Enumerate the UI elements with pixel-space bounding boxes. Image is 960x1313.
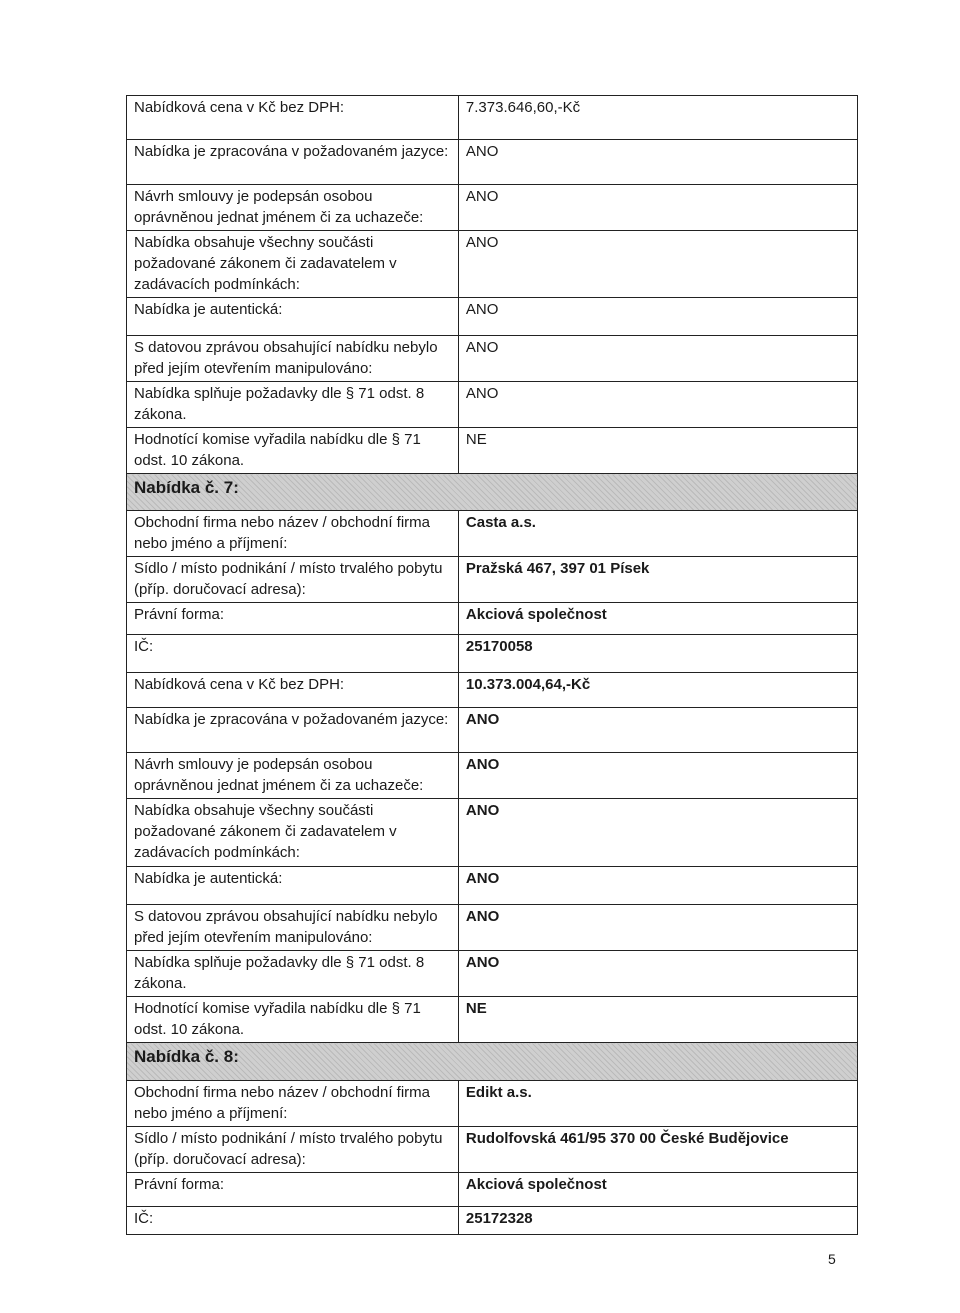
row-label: Nabídka obsahuje všechny součásti požadované zákonem či zadavatelem v zadávacích podmínkách:: [127, 231, 459, 298]
row-value: NE: [458, 428, 857, 474]
table-row: [127, 428, 858, 474]
row-value: 25170058: [458, 635, 857, 673]
section-title: Nabídka č. 7:: [127, 474, 858, 511]
row-value: Casta a.s.: [458, 511, 857, 557]
row-label: Hodnotící komise vyřadila nabídku dle § 71 odst. 10 zákona.: [127, 428, 459, 474]
row-value: ANO: [458, 231, 857, 298]
row-label: Nabídka je autentická:: [127, 298, 459, 336]
row-value: ANO: [458, 382, 857, 428]
row-value: Pražská 467, 397 01 Písek: [458, 557, 857, 603]
table-row: [127, 1127, 858, 1173]
row-value: ANO: [458, 905, 857, 951]
row-label: Obchodní firma nebo název / obchodní firma nebo jméno a příjmení:: [127, 511, 459, 557]
table-row: [127, 753, 858, 799]
table-row: [127, 96, 858, 140]
row-label: Obchodní firma nebo název / obchodní firma nebo jméno a příjmení:: [127, 1081, 459, 1127]
row-value: ANO: [458, 753, 857, 799]
row-value: Akciová společnost: [458, 1173, 857, 1207]
row-label: Nabídka splňuje požadavky dle § 71 odst. 8 zákona.: [127, 951, 459, 997]
table-row: [127, 708, 858, 753]
row-value: ANO: [458, 298, 857, 336]
table-row: [127, 1081, 858, 1127]
table-row: [127, 951, 858, 997]
row-label: Nabídková cena v Kč bez DPH:: [127, 96, 459, 140]
row-label: Právní forma:: [127, 603, 459, 635]
row-label: S datovou zprávou obsahující nabídku nebylo před jejím otevřením manipulováno:: [127, 905, 459, 951]
table-row: [127, 231, 858, 298]
table-row: [127, 382, 858, 428]
row-label: Nabídka je autentická:: [127, 867, 459, 905]
row-value: 25172328: [458, 1207, 857, 1235]
row-value: ANO: [458, 336, 857, 382]
table-row: [127, 557, 858, 603]
section-header-offer-7: [127, 474, 858, 511]
row-value: ANO: [458, 708, 857, 753]
row-label: Nabídka obsahuje všechny součásti požadované zákonem či zadavatelem v zadávacích podmínkách:: [127, 799, 459, 867]
table-row: [127, 1173, 858, 1207]
row-label: IČ:: [127, 635, 459, 673]
row-label: Návrh smlouvy je podepsán osobou oprávněnou jednat jménem či za uchazeče:: [127, 185, 459, 231]
table-row: [127, 1207, 858, 1235]
row-label: Sídlo / místo podnikání / místo trvalého pobytu (příp. doručovací adresa):: [127, 1127, 459, 1173]
row-value: ANO: [458, 140, 857, 185]
row-value: Edikt a.s.: [458, 1081, 857, 1127]
row-value: Rudolfovská 461/95 370 00 České Budějovice: [458, 1127, 857, 1173]
row-label: S datovou zprávou obsahující nabídku nebylo před jejím otevřením manipulováno:: [127, 336, 459, 382]
row-value: ANO: [458, 799, 857, 867]
table-row: [127, 905, 858, 951]
row-label: Nabídka splňuje požadavky dle § 71 odst. 8 zákona.: [127, 382, 459, 428]
row-label: Hodnotící komise vyřadila nabídku dle § 71 odst. 10 zákona.: [127, 997, 459, 1043]
row-value: ANO: [458, 951, 857, 997]
table-row: [127, 603, 858, 635]
row-value: ANO: [458, 867, 857, 905]
table-row: [127, 336, 858, 382]
table-row: [127, 185, 858, 231]
row-value: NE: [458, 997, 857, 1043]
row-value: ANO: [458, 185, 857, 231]
table-row: [127, 635, 858, 673]
section-header-offer-8: [127, 1043, 858, 1081]
row-label: Nabídka je zpracována v požadovaném jazyce:: [127, 140, 459, 185]
evaluation-table: [126, 95, 858, 1235]
row-value: 10.373.004,64,-Kč: [458, 673, 857, 708]
table-row: [127, 799, 858, 867]
row-value: 7.373.646,60,-Kč: [458, 96, 857, 140]
page-number: 5: [828, 1251, 836, 1267]
section-title: Nabídka č. 8:: [127, 1043, 858, 1081]
table-row: [127, 511, 858, 557]
table-row: [127, 867, 858, 905]
table-row: [127, 997, 858, 1043]
row-label: Nabídková cena v Kč bez DPH:: [127, 673, 459, 708]
row-label: Právní forma:: [127, 1173, 459, 1207]
row-value: Akciová společnost: [458, 603, 857, 635]
row-label: Nabídka je zpracována v požadovaném jazyce:: [127, 708, 459, 753]
row-label: Sídlo / místo podnikání / místo trvalého pobytu (příp. doručovací adresa):: [127, 557, 459, 603]
table-row: [127, 298, 858, 336]
row-label: IČ:: [127, 1207, 459, 1235]
table-row: [127, 140, 858, 185]
row-label: Návrh smlouvy je podepsán osobou oprávněnou jednat jménem či za uchazeče:: [127, 753, 459, 799]
table-row: [127, 673, 858, 708]
